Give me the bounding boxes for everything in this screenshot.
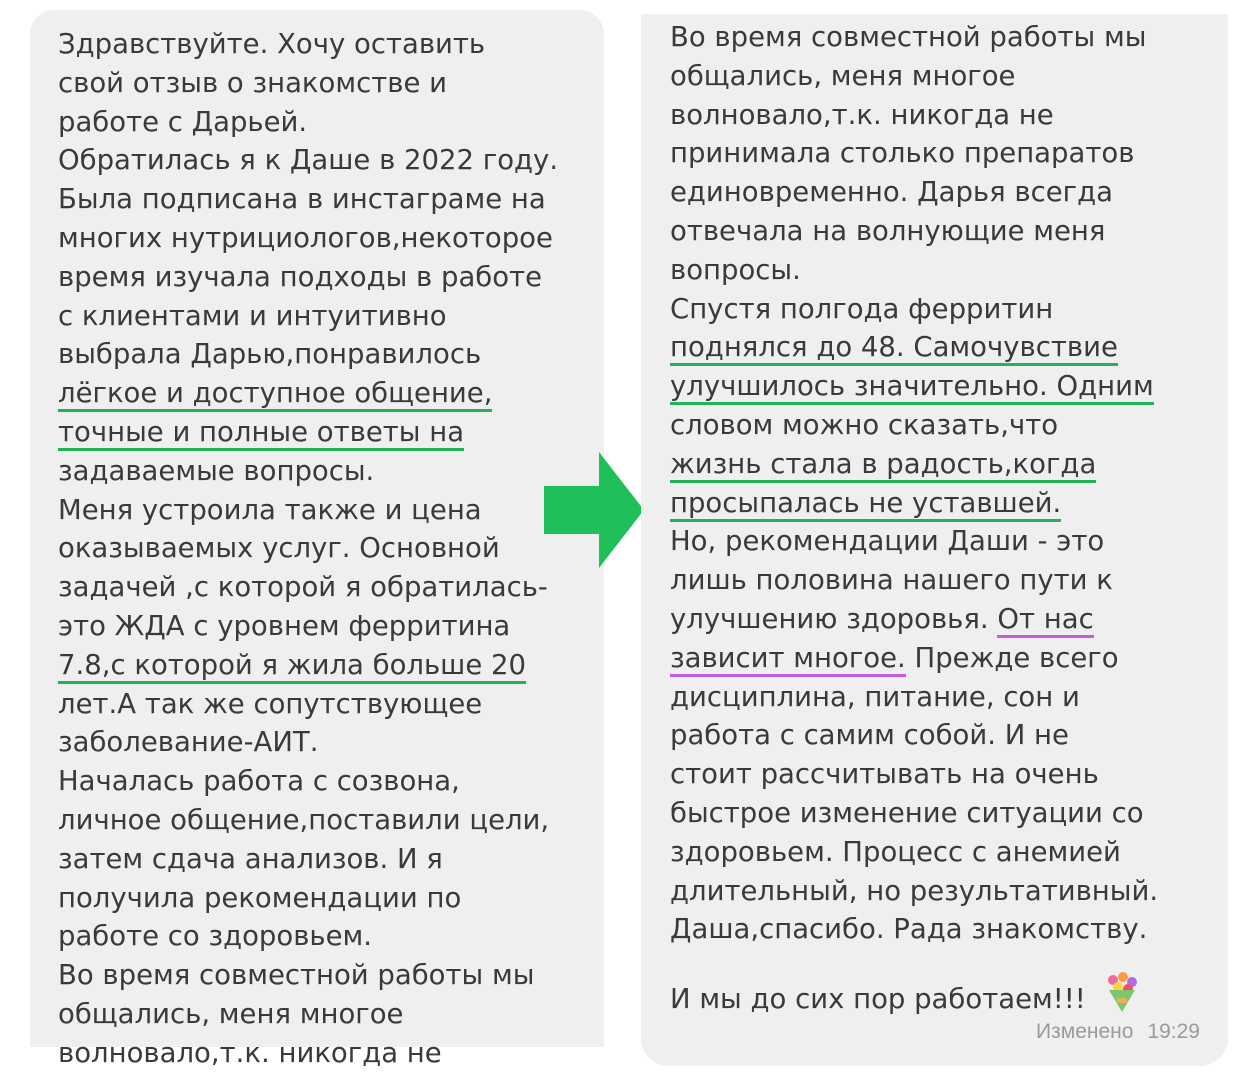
message-line: личное общение,поставили цели,	[58, 803, 550, 836]
green-underline-text: жизнь стала в радость,когда	[670, 448, 1096, 483]
message-line: получила рекомендации по	[58, 881, 462, 914]
message-line-highlighted	[670, 484, 1158, 523]
message-line: общались, меня многое	[670, 59, 1016, 92]
green-underline-text: точные и полные ответы на	[58, 416, 464, 451]
message-line: единовременно. Дарья всегда	[670, 176, 1113, 209]
message-line: работа с самим собой. И не	[670, 719, 1069, 752]
message-line: время изучала подходы в работе	[58, 260, 543, 293]
message-line: Началась работа с созвона,	[58, 765, 460, 798]
message-line: Даша,спасибо. Рада знакомству.	[670, 913, 1148, 946]
purple-underline-text: зависит многое.	[670, 642, 906, 677]
message-line: волновало,т.к. никогда не	[670, 98, 1054, 131]
message-line: это ЖДА с уровнем ферритина	[58, 609, 511, 642]
edited-label: Изменено	[1036, 1020, 1134, 1043]
left-message-bubble	[30, 10, 604, 1069]
message-line: быстрое изменение ситуации со	[670, 796, 1144, 829]
arrow-right-icon	[544, 452, 644, 568]
message-line-cut: волновало,т.к. никогда не	[58, 1036, 442, 1069]
green-underline-text: поднялся до 48. Самочувствие	[670, 331, 1118, 366]
message-line: задаваемые вопросы.	[58, 454, 375, 487]
message-line: с клиентами и интуитивно	[58, 299, 447, 332]
right-message-bubble	[641, 14, 1228, 1066]
left-message-text	[58, 25, 558, 1073]
message-line: оказываемых услуг. Основной	[58, 532, 500, 565]
message-line: здоровьем. Процесс с анемией	[670, 835, 1121, 868]
message-line: вопросы.	[670, 253, 801, 286]
message-line-highlighted	[670, 445, 1158, 484]
green-underline-text: улучшилось значительно. Одним	[670, 370, 1154, 405]
message-line	[670, 639, 1158, 678]
message-line: стоит рассчитывать на очень	[670, 758, 1099, 791]
message-line-highlighted	[58, 413, 558, 452]
message-line: дисциплина, питание, сон и	[670, 680, 1080, 713]
message-line: Спустя полгода ферритин	[670, 292, 1054, 325]
message-line: Но, рекомендации Даши - это	[670, 525, 1105, 558]
green-underline-text: лёгкое и доступное общение,	[58, 377, 492, 412]
message-line: многих нутрициологов,некоторое	[58, 221, 553, 254]
message-line: принимала столько препаратов	[670, 137, 1135, 170]
closing-text: И мы до сих пор работаем!!!	[670, 983, 1086, 1015]
message-line-highlighted	[670, 328, 1158, 367]
message-line: затем сдача анализов. И я	[58, 842, 443, 875]
message-line: Во время совместной работы мы	[670, 21, 1147, 53]
message-line: работе со здоровьем.	[58, 920, 373, 953]
message-line: работе с Дарьей.	[58, 105, 308, 138]
green-underline-text: просыпалась не уставшей.	[670, 487, 1061, 522]
message-line-highlighted	[58, 646, 558, 685]
message-line: Была подписана в инстаграме на	[58, 183, 546, 216]
message-line: задачей ,с которой я обратилась-	[58, 571, 548, 604]
message-line: заболевание-АИТ.	[58, 726, 319, 759]
green-underline-text: 7.8,с которой я жила больше 20	[58, 649, 526, 684]
message-line: общались, меня многое	[58, 997, 404, 1030]
message-fragment: Прежде всего	[905, 641, 1119, 674]
message-time: 19:29	[1147, 1020, 1200, 1043]
message-line: выбрала Дарью,понравилось	[58, 338, 482, 371]
message-line: Здравствуйте. Хочу оставить	[58, 28, 486, 60]
message-line: словом можно сказать,что	[670, 408, 1059, 441]
message-line: длительный, но результативный.	[670, 874, 1159, 907]
message-line: Во время совместной работы мы	[58, 959, 535, 992]
bouquet-emoji	[1099, 970, 1145, 1016]
message-line	[670, 600, 1158, 639]
right-message-text	[670, 18, 1158, 949]
message-line: Обратилась я к Даше в 2022 году.	[58, 144, 559, 177]
message-line-highlighted	[670, 367, 1158, 406]
message-line: лишь половина нашего пути к	[670, 564, 1113, 597]
message-line: лет.А так же сопутствующее	[58, 687, 483, 720]
message-line-highlighted	[58, 374, 558, 413]
message-line: свой отзыв о знакомстве и	[58, 66, 447, 99]
purple-underline-text: От нас	[997, 603, 1093, 638]
message-line: Меня устроила также и цена	[58, 493, 482, 526]
message-meta	[1022, 1020, 1200, 1044]
message-closing-line	[670, 970, 1145, 1019]
message-fragment: улучшению здоровья.	[670, 602, 998, 635]
message-line: отвечала на волнующие меня	[670, 214, 1106, 247]
